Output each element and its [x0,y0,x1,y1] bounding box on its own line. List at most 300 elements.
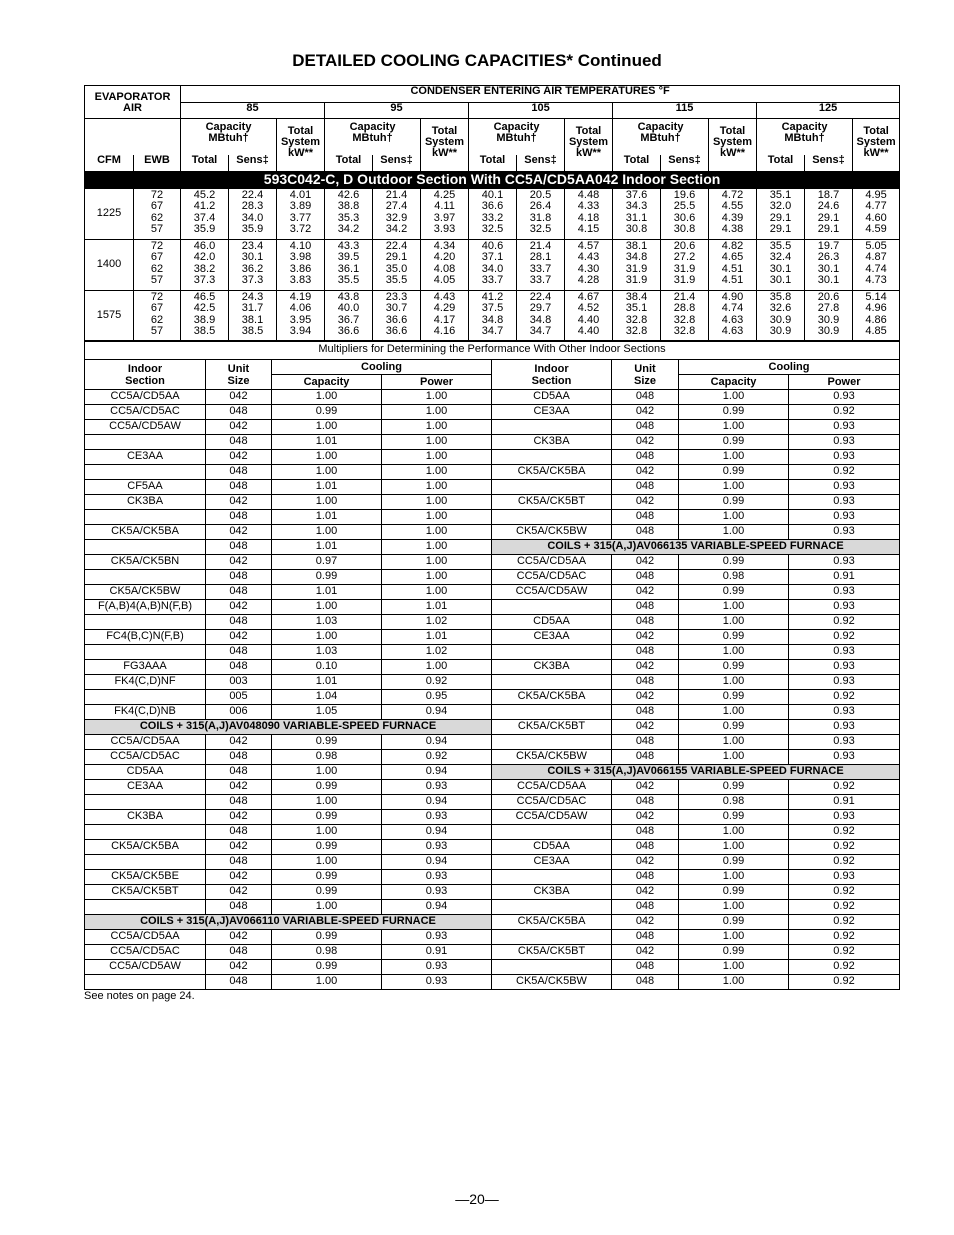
unit-size: 042 [612,855,679,870]
page-number: —20— [455,1191,499,1207]
table-row [85,825,900,840]
power-multiplier: 1.00 [382,390,492,405]
power-multiplier: 1.02 [382,615,492,630]
data-values: 4.19 4.06 3.95 3.94 [277,291,325,342]
unit-size: 048 [612,390,679,405]
capacity-multiplier: 0.99 [679,810,789,825]
power-multiplier: 0.93 [789,525,900,540]
capacity-multiplier: 1.01 [272,585,382,600]
capacity-multiplier: 1.00 [679,840,789,855]
data-values: 43.3 39.5 36.1 35.5 [325,240,373,291]
indoor-section [492,930,612,945]
data-values: 4.25 4.11 3.97 3.93 [421,189,469,240]
capacity-multiplier: 0.99 [679,585,789,600]
temp-header: 95 [325,102,469,119]
capacity-multiplier: 1.00 [679,705,789,720]
sens-header: Sens‡ [805,155,853,171]
unit-size: 042 [206,870,272,885]
capacity-multiplier: 1.00 [272,525,382,540]
unit-size: 048 [612,960,679,975]
capacity-multiplier: 1.00 [679,975,789,990]
capacity-multiplier: 1.04 [272,690,382,705]
data-values: 5.05 4.87 4.74 4.73 [853,240,900,291]
capacity-multiplier: 0.98 [272,945,382,960]
indoor-section: CK5A/CK5BT [492,495,612,510]
table-row [85,291,900,342]
table-row [85,570,900,585]
indoor-section: CE3AA [492,630,612,645]
capacity-multiplier: 0.98 [679,795,789,810]
page-title: DETAILED COOLING CAPACITIES* Continued [292,51,662,70]
indoor-section [85,615,206,630]
power-multiplier: 0.93 [789,735,900,750]
unit-size: 048 [206,795,272,810]
power-multiplier: 0.94 [382,795,492,810]
indoor-section [85,645,206,660]
capacity-multiplier: 0.99 [679,465,789,480]
cfm-value: 1400 [85,240,134,291]
indoor-section: FG3AAA [85,660,206,675]
sens-header: Sens‡ [229,155,277,171]
power-multiplier: 0.92 [789,930,900,945]
data-values: 4.72 4.55 4.39 4.38 [709,189,757,240]
table-row [85,525,900,540]
table-row [85,645,900,660]
unit-size: 048 [612,705,679,720]
data-values: 4.90 4.74 4.63 4.63 [709,291,757,342]
total-kw-header: Total System kW** [421,119,469,172]
table-row [85,705,900,720]
capacity-multiplier: 1.00 [679,735,789,750]
power-multiplier: 0.91 [382,945,492,960]
data-values: 38.4 35.1 32.8 32.8 [613,291,661,342]
capacity-multiplier: 1.00 [272,765,382,780]
capacity-multiplier: 0.98 [679,570,789,585]
capacity-header: Capacity [679,375,789,390]
table-row [85,945,900,960]
indoor-section: CK3BA [85,810,206,825]
power-multiplier: 0.92 [789,780,900,795]
multipliers-table [84,340,900,990]
capacity-multiplier: 1.00 [679,600,789,615]
data-values: 24.3 31.7 38.1 38.5 [229,291,277,342]
capacity-multiplier: 0.99 [679,720,789,735]
capacity-multiplier: 0.99 [679,780,789,795]
data-values: 19.7 26.3 30.1 30.1 [805,240,853,291]
capacity-multiplier: 1.00 [272,825,382,840]
indoor-section [492,705,612,720]
indoor-section [85,900,206,915]
unit-size-header: Unit Size [206,360,272,390]
power-multiplier: 0.94 [382,735,492,750]
indoor-section: FK4(C,D)NF [85,675,206,690]
unit-size: 042 [206,390,272,405]
cooling-header: Cooling [679,360,900,375]
indoor-section [85,510,206,525]
table-row [85,735,900,750]
capacity-multiplier: 0.99 [272,735,382,750]
indoor-section [492,735,612,750]
total-header: Total [757,155,805,171]
capacity-multiplier: 0.99 [679,405,789,420]
indoor-section: CC5A/CD5AC [492,570,612,585]
unit-size: 048 [612,480,679,495]
capacity-multiplier: 1.01 [272,675,382,690]
indoor-section: CK3BA [492,885,612,900]
table-row [85,615,900,630]
data-values: 45.2 41.2 37.4 35.9 [181,189,229,240]
power-multiplier: 1.02 [382,645,492,660]
unit-size: 048 [612,975,679,990]
total-kw-header: Total System kW** [853,119,900,172]
indoor-section [492,420,612,435]
unit-size: 048 [206,480,272,495]
capacity-multiplier: 1.00 [679,675,789,690]
indoor-section: CD5AA [492,390,612,405]
unit-size: 048 [206,615,272,630]
capacity-multiplier: 1.01 [272,435,382,450]
power-multiplier: 1.00 [382,525,492,540]
capacity-multiplier: 0.99 [679,945,789,960]
total-kw-header: Total System kW** [277,119,325,172]
indoor-section: F(A,B)4(A,B)N(F,B) [85,600,206,615]
table-row [85,660,900,675]
capacity-multiplier: 1.05 [272,705,382,720]
power-multiplier: 0.93 [789,435,900,450]
unit-size: 048 [612,795,679,810]
table-row [85,495,900,510]
capacity-multiplier: 1.00 [679,750,789,765]
capacity-multiplier: 1.01 [272,540,382,555]
indoor-section: CC5A/CD5AA [492,555,612,570]
power-multiplier: 0.92 [789,465,900,480]
capacity-multiplier: 0.99 [272,885,382,900]
total-header: Total [181,155,229,171]
power-multiplier: 0.93 [789,585,900,600]
table-row [85,840,900,855]
power-multiplier: 0.93 [789,420,900,435]
power-multiplier: 0.93 [789,600,900,615]
power-multiplier: 0.93 [382,960,492,975]
power-multiplier: 0.94 [382,765,492,780]
unit-size: 042 [612,585,679,600]
unit-size: 042 [612,810,679,825]
unit-size: 042 [206,450,272,465]
footnote: See notes on page 24. [84,990,195,1002]
data-values: 4.34 4.20 4.08 4.05 [421,240,469,291]
indoor-section [85,975,206,990]
unit-size: 042 [206,600,272,615]
unit-size: 003 [206,675,272,690]
indoor-section [85,855,206,870]
indoor-section [85,570,206,585]
unit-size: 042 [206,630,272,645]
capacity-multiplier: 0.99 [679,690,789,705]
indoor-section: CD5AA [492,840,612,855]
unit-size: 042 [612,555,679,570]
indoor-section: CK5A/CK5BA [85,840,206,855]
total-header: Total [325,155,373,171]
capacity-multiplier: 0.99 [272,780,382,795]
unit-size: 042 [206,735,272,750]
power-multiplier: 1.00 [382,540,492,555]
table-row [85,420,900,435]
power-multiplier: 0.93 [789,555,900,570]
unit-size: 048 [206,435,272,450]
unit-size: 048 [206,405,272,420]
power-header: Power [382,375,492,390]
power-multiplier: 0.94 [382,705,492,720]
power-multiplier: 0.93 [382,930,492,945]
data-values: 35.1 32.0 29.1 29.1 [757,189,805,240]
capacity-multiplier: 0.99 [679,555,789,570]
cooling-header: Cooling [272,360,492,375]
sens-header: Sens‡ [661,155,709,171]
capacity-multiplier: 0.99 [272,405,382,420]
unit-size-header: Unit Size [612,360,679,390]
table-row [85,435,900,450]
capacity-multiplier: 0.99 [272,960,382,975]
power-multiplier: 0.92 [789,615,900,630]
capacity-multiplier: 1.00 [679,420,789,435]
table-row [85,555,900,570]
power-multiplier: 0.94 [382,825,492,840]
unit-size: 042 [206,555,272,570]
table-row [85,960,900,975]
unit-size: 042 [612,885,679,900]
table-row [85,780,900,795]
power-multiplier: 1.00 [382,480,492,495]
data-values: 4.67 4.52 4.40 4.40 [565,291,613,342]
capacity-header: Capacity MBtuh† [613,119,709,156]
data-values: 20.6 27.2 31.9 31.9 [661,240,709,291]
power-multiplier: 1.00 [382,660,492,675]
power-multiplier: 1.00 [382,495,492,510]
power-multiplier: 0.93 [789,510,900,525]
capacity-header: Capacity MBtuh† [757,119,853,156]
power-multiplier: 0.92 [789,885,900,900]
capacity-multiplier: 0.99 [679,435,789,450]
table-row [85,915,900,930]
data-values: 35.8 32.6 30.9 30.9 [757,291,805,342]
ewb-header: EWB [134,155,181,171]
indoor-section [492,960,612,975]
unit-size: 048 [206,660,272,675]
power-multiplier: 1.00 [382,570,492,585]
unit-size: 048 [612,825,679,840]
table-row [85,855,900,870]
power-multiplier: 1.00 [382,450,492,465]
power-multiplier: 0.93 [382,870,492,885]
indoor-section: CK5A/CK5BW [492,975,612,990]
table-row [85,405,900,420]
capacity-multiplier: 1.00 [679,900,789,915]
capacity-multiplier: 1.00 [272,855,382,870]
indoor-section [492,675,612,690]
table-row [85,480,900,495]
unit-size: 048 [206,465,272,480]
power-multiplier: 1.00 [382,435,492,450]
power-multiplier: 0.92 [789,825,900,840]
sens-header: Sens‡ [373,155,421,171]
temp-header: 115 [613,102,757,119]
unit-size: 042 [612,465,679,480]
indoor-section: FC4(B,C)N(F,B) [85,630,206,645]
capacity-multiplier: 1.00 [679,870,789,885]
capacity-multiplier: 1.00 [679,615,789,630]
table-row [85,600,900,615]
table-row [85,975,900,990]
indoor-section: CK5A/CK5BE [85,870,206,885]
power-multiplier: 0.93 [382,810,492,825]
capacity-multiplier: 1.00 [272,900,382,915]
furnace-section-header: COILS + 315(A,J)AV066155 VARIABLE-SPEED FURNACE [492,765,900,780]
sens-header: Sens‡ [517,155,565,171]
unit-size: 042 [206,525,272,540]
capacity-multiplier: 0.99 [679,495,789,510]
cfm-header: CFM [97,155,121,166]
power-multiplier: 0.93 [789,720,900,735]
indoor-section: CF5AA [85,480,206,495]
indoor-section: CC5A/CD5AC [85,750,206,765]
capacity-multiplier: 0.97 [272,555,382,570]
capacity-multiplier: 0.99 [272,840,382,855]
power-multiplier: 1.00 [382,555,492,570]
indoor-section: CC5A/CD5AW [492,585,612,600]
indoor-section: CK3BA [85,495,206,510]
data-values: 4.57 4.43 4.30 4.28 [565,240,613,291]
table-row [85,795,900,810]
indoor-section [492,480,612,495]
table-row [85,585,900,600]
capacity-multiplier: 1.03 [272,645,382,660]
unit-size: 048 [612,735,679,750]
power-multiplier: 1.00 [382,510,492,525]
indoor-section: CK5A/CK5BN [85,555,206,570]
table-cell [85,119,181,156]
data-values: 41.2 37.5 34.8 34.7 [469,291,517,342]
power-multiplier: 0.93 [382,780,492,795]
capacity-multiplier: 0.99 [679,630,789,645]
unit-size: 048 [612,450,679,465]
unit-size: 042 [612,495,679,510]
ewb-values: 72 67 62 57 [134,291,181,342]
capacity-multiplier: 1.00 [272,975,382,990]
unit-size: 042 [206,495,272,510]
power-multiplier: 0.91 [789,570,900,585]
indoor-section: CC5A/CD5AC [85,405,206,420]
capacity-multiplier: 1.00 [679,450,789,465]
power-multiplier: 1.01 [382,630,492,645]
unit-size: 048 [612,525,679,540]
capacity-multiplier: 0.99 [679,885,789,900]
power-multiplier: 0.93 [789,660,900,675]
data-values: 4.01 3.89 3.77 3.72 [277,189,325,240]
table-row [85,465,900,480]
data-values: 22.4 29.7 34.8 34.7 [517,291,565,342]
capacity-header: Capacity MBtuh† [469,119,565,156]
unit-size: 042 [612,720,679,735]
unit-size: 042 [612,660,679,675]
indoor-section: CD5AA [85,765,206,780]
capacity-multiplier: 1.00 [679,510,789,525]
unit-size: 048 [612,900,679,915]
power-multiplier: 1.00 [382,405,492,420]
unit-size: 048 [612,930,679,945]
unit-size: 048 [206,750,272,765]
unit-size: 042 [206,885,272,900]
ewb-values: 72 67 62 57 [134,189,181,240]
power-multiplier: 0.93 [382,840,492,855]
furnace-section-header: COILS + 315(A,J)AV048090 VARIABLE-SPEED FURNACE [85,720,492,735]
table-row [85,870,900,885]
capacity-multiplier: 1.00 [679,645,789,660]
unit-size: 048 [612,840,679,855]
power-multiplier: 0.93 [789,675,900,690]
data-values: 43.8 40.0 36.7 36.6 [325,291,373,342]
power-multiplier: 0.93 [789,870,900,885]
capacity-multiplier: 1.00 [679,825,789,840]
unit-size: 048 [206,540,272,555]
power-multiplier: 0.93 [382,885,492,900]
data-values: 20.5 26.4 31.8 32.5 [517,189,565,240]
unit-size: 048 [612,570,679,585]
table-row [85,675,900,690]
unit-size: 006 [206,705,272,720]
capacity-multiplier: 1.00 [272,390,382,405]
data-values: 42.6 38.8 35.3 34.2 [325,189,373,240]
power-multiplier: 0.92 [789,630,900,645]
power-multiplier: 0.92 [789,900,900,915]
power-multiplier: 0.93 [789,480,900,495]
table-row [85,240,900,291]
indoor-section [85,465,206,480]
data-values: 23.3 30.7 36.6 36.6 [373,291,421,342]
indoor-section [85,690,206,705]
indoor-section: CK5A/CK5BT [492,720,612,735]
power-multiplier: 0.93 [789,390,900,405]
data-values: 5.14 4.96 4.86 4.85 [853,291,900,342]
power-multiplier: 0.92 [789,975,900,990]
data-values: 21.4 28.8 32.8 32.8 [661,291,709,342]
unit-size: 042 [612,435,679,450]
power-multiplier: 1.00 [382,585,492,600]
table-row [85,510,900,525]
unit-size: 048 [612,615,679,630]
data-values: 46.0 42.0 38.2 37.3 [181,240,229,291]
capacity-multiplier: 0.99 [679,855,789,870]
unit-size: 048 [206,825,272,840]
power-multiplier: 0.92 [789,405,900,420]
condenser-temp-header: CONDENSER ENTERING AIR TEMPERATURES °F [181,86,900,103]
capacity-multiplier: 1.00 [679,525,789,540]
unit-size: 042 [206,810,272,825]
temp-header: 125 [757,102,900,119]
data-values: 4.82 4.65 4.51 4.51 [709,240,757,291]
table-row [85,630,900,645]
unit-size: 048 [206,945,272,960]
unit-size: 048 [612,675,679,690]
data-values: 40.6 37.1 34.0 33.7 [469,240,517,291]
indoor-section [492,900,612,915]
unit-size: 048 [206,900,272,915]
table-row [85,390,900,405]
capacity-header: Capacity MBtuh† [181,119,277,156]
capacity-multiplier: 1.00 [272,450,382,465]
unit-size: 048 [206,645,272,660]
indoor-section: CK5A/CK5BA [492,690,612,705]
power-multiplier: 0.92 [789,840,900,855]
